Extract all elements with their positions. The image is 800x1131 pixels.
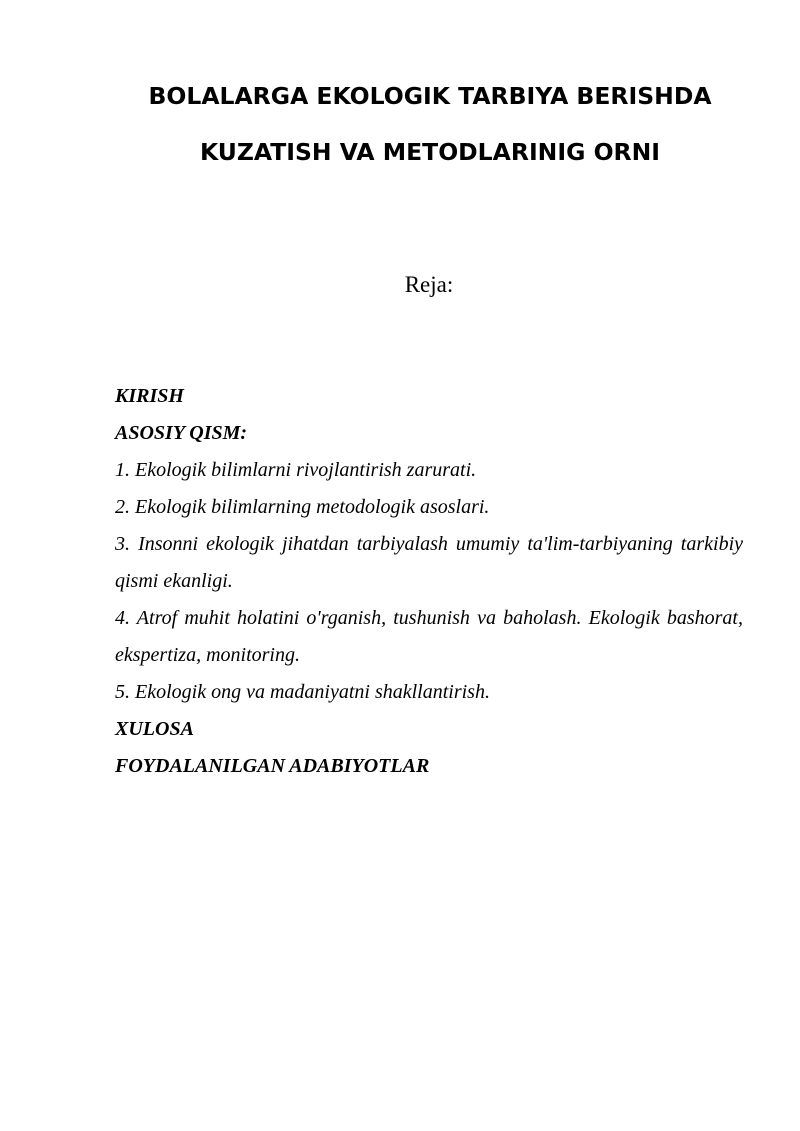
outline-item-4: 4. Atrof muhit holatini o'rganish, tushunish va baholash. Ekologik bashorat, ekspertiza, monitoring. [115,607,743,666]
outline-item-3: 3. Insonni ekologik jihatdan tarbiyalash umumiy ta'lim-tarbiyaning tarkibiy qismi ekanligi. [115,533,743,592]
outline-item-1: 1. Ekologik bilimlarni rivojlantirish zarurati. [115,459,477,481]
outline-item-5: 5. Ekologik ong va madaniyatni shakllantirish. [115,681,490,703]
document-title-line-1: BOLALARGA EKOLOGIK TARBIYA BERISHDA [148,82,712,110]
outline-conclusion: XULOSA [115,718,194,740]
outline-item-2: 2. Ekologik bilimlarning metodologik asoslari. [115,496,490,518]
plan-heading: Reja: [404,272,454,297]
outline-main-part: ASOSIY QISM: [115,422,248,444]
document-title-line-2: KUZATISH VA METODLARINIG ORNI [199,138,661,166]
outline-references: FOYDALANILGAN ADABIYOTLAR [115,755,430,777]
plan-outline [115,378,743,785]
outline-intro: KIRISH [115,385,184,407]
